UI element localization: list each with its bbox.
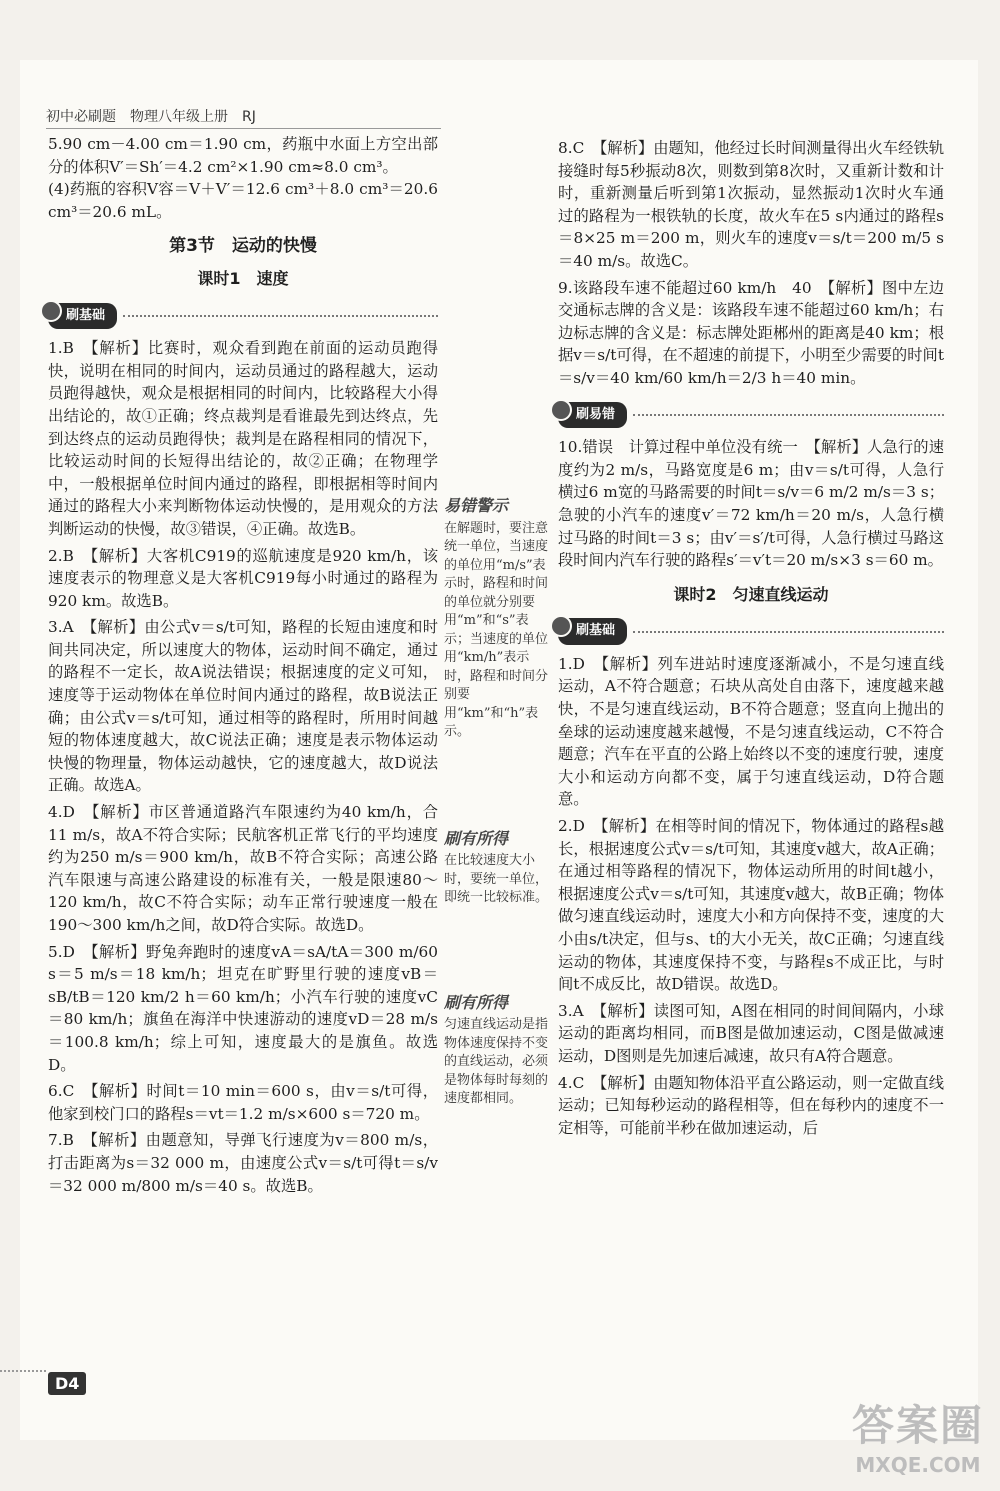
badge-label: 刷基础 <box>558 618 627 645</box>
note-takeaway <box>444 828 552 910</box>
note-title: 刷有所得 <box>444 992 509 1012</box>
note-body: 匀速直线运动是指物体速度保持不变的直线运动，必须是物体每时每刻的速度都相同。 <box>444 1017 549 1106</box>
watermark-text: 答案圈 <box>851 1401 984 1450</box>
badge-error-prone <box>558 402 944 429</box>
badge-rule <box>123 315 438 317</box>
answer-item: 4.C 【解析】由题知物体沿平直公路运动，则一定做直线运动；已知每秒运动的路程相等，但在每秒内的速度不一定相等，可能前半秒在做加速运动，后 <box>558 1073 944 1137</box>
badge-rule <box>633 631 944 633</box>
answer-item: 3.A 【解析】读图可知，A图在相同的时间间隔内，小球运动的距离均相同，而B图是做加速运动，C图是做减速运动，D图则是先加速后减速，故只有A符合题意。 <box>558 1001 944 1065</box>
badge-basic <box>558 618 944 645</box>
answer-item: 9.该路段车速不能超过60 km/h 40 【解析】图中左边交通标志牌的含义是：该路段车速不能超过60 km/h；右边标志牌的含义是：标志牌处距郴州的距离是40 km；根据v＝s/t可得，在不超速的前提下，小明至少需要的时间t＝s/v＝40 km/60 km/h＝2/3 h＝40 min。 <box>558 278 944 387</box>
lesson-title: 课时2 匀速直线运动 <box>673 584 829 604</box>
footer-rule <box>0 1370 46 1372</box>
header-rule <box>46 128 441 129</box>
answer-item: 10.错误 计算过程中单位没有统一 【解析】人急行的速度约为2 m/s，马路宽度是6 m；由v＝s/t可得，人急行横过6 m宽的马路需要的时间t＝s/v＝6 m/2 m/s＝3 s；急驶的小汽车的速度v′＝72 km/h＝20 m/s，人急行横过马路的时间t＝3 s；由v′＝s′/t可得，人急行横过马路这段时间内汽车行驶的路程s′＝v′t＝20 m/s×3 s＝60 m。 <box>558 438 944 570</box>
note-body: 在比较速度大小时，要统一单位，即统一比较标准。 <box>444 853 549 905</box>
note-title: 易错警示 <box>444 496 509 515</box>
badge-basic <box>48 303 438 330</box>
answer-item: 3.A 【解析】由公式v＝s/t可知，路程的长短由速度和时间共同决定，所以速度大的物体，运动时间不确定，通过的路程不一定长，故A说法错误；根据速度的定义可知，速度等于运动物体在单位时间内通过的路程，故B说法正确；由公式v＝s/t可知，通过相等的路程时，所用时间越短的物体速度越大，故C说法正确；速度是表示物体运动快慢的物理量，物体运动越快，它的速度越大，故D说法正确。故选A。 <box>48 618 438 795</box>
right-column <box>558 133 944 1139</box>
answer-item: 5.D 【解析】野兔奔跑时的速度vA＝sA/tA＝300 m/60 s＝5 m/s＝18 km/h；坦克在旷野里行驶的速度vB＝sB/tB＝120 km/2 h＝60 km/h；小汽车行驶的速度vC＝80 km/h；旗鱼在海洋中快速游动的速度vD＝28 m/s＝100.8 km/h；综上可知，速度最大的是旗鱼。故选D。 <box>48 942 438 1074</box>
badge-rule <box>633 414 944 416</box>
intro-line-2: (4)药瓶的容积V容＝V＋V′＝12.6 cm³＋8.0 cm³＝20.6 cm³＝20.6 mL。 <box>48 180 438 221</box>
note-body: 在解题时，要注意统一单位，当速度的单位用“m/s”表示时，路程和时间的单位就分别要用“m”和“s”表示；当速度的单位用“km/h”表示时，路程和时间分别要用“km”和“h”表示。 <box>444 520 549 739</box>
answer-item: 7.B 【解析】由题意知，导弹飞行速度为v＝800 m/s，打击距离为s＝32 000 m，由速度公式v＝s/t可得t＝s/v＝32 000 m/800 m/s＝40 s。故选B。 <box>48 1131 438 1195</box>
watermark-url: MXQE.COM <box>855 1453 981 1477</box>
answer-item: 1.D 【解析】列车进站时速度逐渐减小，不是匀速直线运动，A不符合题意；石块从高处自由落下，速度越来越快，不是匀速直线运动，B不符合题意；竖直向上抛出的垒球的运动速度越来越慢，不是匀速直线运动，C不符合题意；汽车在平直的公路上始终以不变的速度行驶，速度大小和运动方向都不变，属于匀速直线运动，D符合题意。 <box>558 654 944 809</box>
answer-item: 2.D 【解析】在相等时间的情况下，物体通过的路程s越长，根据速度公式v＝s/t可知，其速度v越大，故A正确；在通过相等路程的情况下，物体运动所用的时间t越小，根据速度公式v＝s/t可知，其速度v越大，故B正确；物体做匀速直线运动时，速度大小和方向保持不变，速度的大小由s/t决定，但与s、t的大小无关，故C正确；匀速直线运动的物体，其速度保持不变，与路程s不成正比，与时间t不成反比，故D错误。故选D。 <box>558 817 944 994</box>
answer-item: 4.D 【解析】市区普通道路汽车限速约为40 km/h，合11 m/s，故A不符合实际；民航客机正常飞行的平均速度约为250 m/s＝900 km/h，故B不符合实际；高速公路汽车限速与高速公路建设的标准有关，一般是限速80～120 km/h，故C不符合实际；动车正常行驶速度一般在190～300 km/h之间，故D符合实际。故选D。 <box>48 803 438 934</box>
answer-item: 6.C 【解析】时间t＝10 min＝600 s，由v＝s/t可得，他家到校门口的路程s＝vt＝1.2 m/s×600 s＝720 m。 <box>48 1082 438 1123</box>
answer-item: 2.B 【解析】大客机C919的巡航速度是920 km/h，该速度表示的物理意义是大客机C919每小时通过的路程为920 km。故选B。 <box>48 546 438 610</box>
note-error-warning <box>444 495 552 744</box>
page-number: D4 <box>48 1372 86 1395</box>
answer-item: 8.C 【解析】由题知，他经过长时间测量得出火车经铁轨接缝时每5秒振动8次，则数到第8次时，又重新计数和计时，重新测量后听到第1次振动，显然振动1次时火车通过的路程为一根铁轨的长度，故火车在5 s内通过的路程s＝8×25 m＝200 m，则火车的速度v＝s/t＝200 m/5 s＝40 m/s。故选C。 <box>558 139 944 270</box>
watermark-logo <box>852 1393 984 1477</box>
badge-label: 刷基础 <box>48 303 117 330</box>
margin-notes <box>444 133 552 1111</box>
section-title: 第3节 运动的快慢 <box>169 236 317 257</box>
lesson-title: 课时1 速度 <box>197 268 289 288</box>
answer-item: 1.B 【解析】比赛时，观众看到跑在前面的运动员跑得快，说明在相同的时间内，运动员通过的路程越大，运动员跑得越快，观众是根据相同的时间内，比较路程大小得出结论的，故①正确；终点裁判是看谁最先到达终点，先到达终点的运动员跑得快；裁判是在路程相同的情况下，比较运动时间的长短得出结论的，故②正确；在物理学中，一般根据单位时间内通过的路程，即根据相等时间内通过的路程大小来判断物体运动快慢的，是用观众的方法判断运动的快慢，故③错误，④正确。故选B。 <box>48 339 438 538</box>
left-column <box>48 133 438 1197</box>
note-title: 刷有所得 <box>444 828 509 848</box>
badge-label: 刷易错 <box>558 402 627 429</box>
running-header: 初中必刷题 物理八年级上册 RJ <box>46 109 256 125</box>
note-takeaway <box>444 992 552 1111</box>
intro-line-1: 5.90 cm－4.00 cm＝1.90 cm，药瓶中水面上方空出部分的体积V′＝Sh′＝4.2 cm²×1.90 cm≈8.0 cm³。 <box>48 135 438 176</box>
